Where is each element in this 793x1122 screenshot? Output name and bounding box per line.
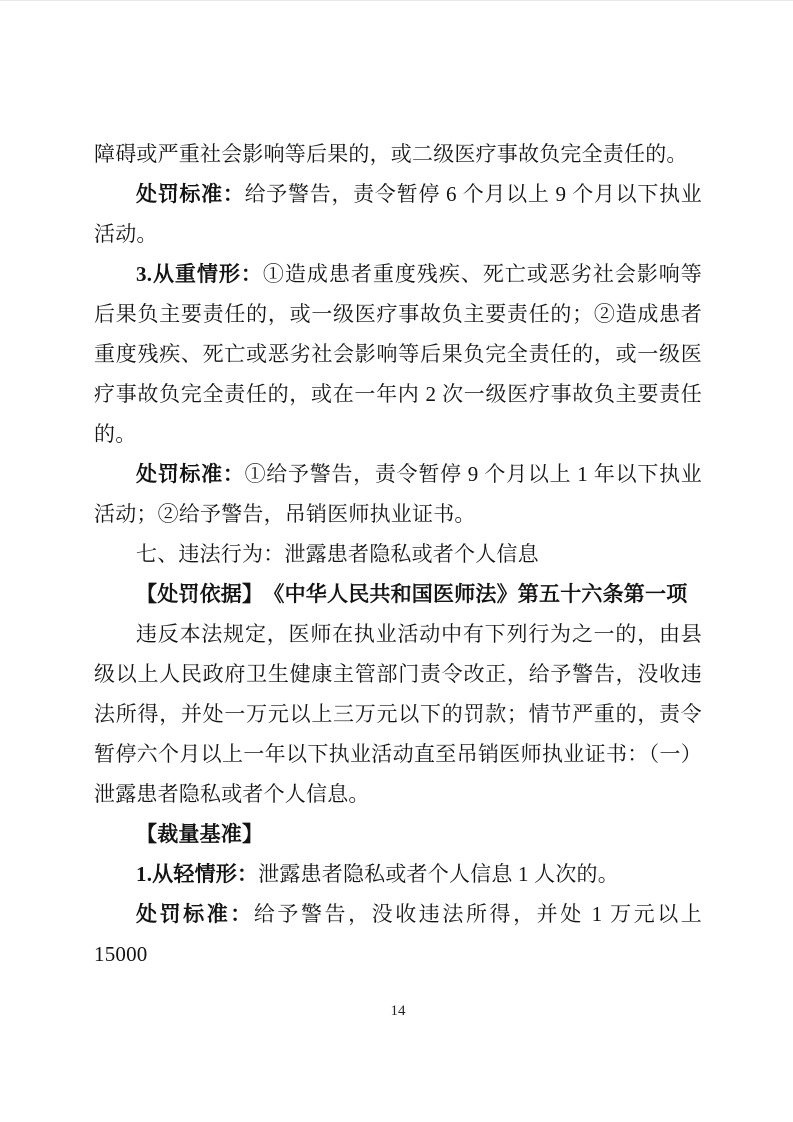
paragraph-label: 处罚标准：	[136, 182, 245, 206]
paragraph-text: 给予警告，没收违法所得，并处 1 万元以上 15000	[94, 902, 703, 966]
paragraph-penalty-basis-heading	[94, 574, 702, 614]
paragraph-discretion-benchmark-heading	[94, 814, 702, 854]
paragraph-label: 3.从重情形：	[136, 262, 263, 286]
paragraph-text: 障碍或严重社会影响等后果的，或二级医疗事故负完全责任的。	[94, 142, 688, 166]
paragraph-label: 处罚标准：	[136, 462, 245, 486]
paragraph-text: ①给予警告，责令暂停 9 个月以上 1 年以下执业活动；②给予警告，吊销医师执业证书。	[94, 462, 702, 526]
paragraph-text: ①造成患者重度残疾、死亡或恶劣社会影响等后果负主要责任的，或一级医疗事故负主要责任的；②造成患者重度残疾、死亡或恶劣社会影响等后果负完全责任的，或一级医疗事故负完全责任的，或在一年内 2 次一级医疗事故负主要责任的。	[94, 262, 703, 446]
paragraph-label: 1.从轻情形：	[136, 862, 259, 886]
paragraph-aggravating-circumstances	[94, 254, 702, 454]
paragraph-text: 泄露患者隐私或者个人信息 1 人次的。	[258, 862, 619, 886]
paragraph-label: 【处罚依据】 《中华人民共和国医师法》第五十六条第一项	[136, 582, 688, 606]
paragraph-text: 给予警告，责令暂停 6 个月以上 9 个月以下执业活动。	[94, 182, 702, 246]
paragraph-law-citation	[94, 614, 702, 814]
paragraph-penalty-standard-3	[94, 454, 702, 534]
paragraph-penalty-standard-2	[94, 174, 702, 254]
paragraph-continuation	[94, 134, 702, 174]
paragraph-mitigating-circumstances	[94, 854, 702, 894]
paragraph-illegal-act-heading	[94, 534, 702, 574]
paragraph-penalty-standard-4	[94, 894, 702, 974]
paragraph-text: 七、违法行为：泄露患者隐私或者个人信息	[136, 542, 539, 566]
document-body	[94, 134, 702, 974]
page-number: 14	[390, 1003, 406, 1019]
paragraph-text: 违反本法规定，医师在执业活动中有下列行为之一的，由县级以上人民政府卫生健康主管部门责令改正，给予警告，没收违法所得，并处一万元以上三万元以下的罚款；情节严重的，责令暂停六个月以上一年以下执业活动直至吊销医师执业证书：（一）泄露患者隐私或者个人信息。	[94, 622, 702, 806]
paragraph-label: 处罚标准：	[136, 902, 254, 926]
paragraph-label: 【裁量基准】	[136, 822, 264, 846]
